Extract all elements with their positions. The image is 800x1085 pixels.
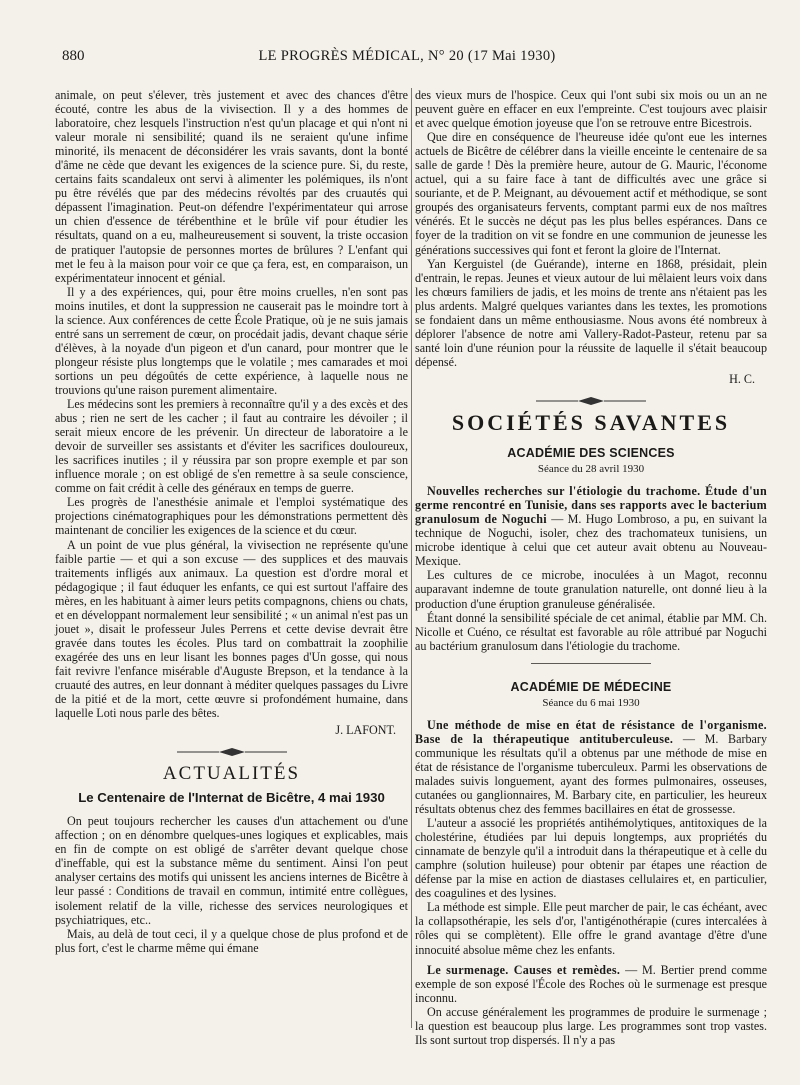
academy-sciences-heading: ACADÉMIE DES SCIENCES <box>507 446 675 461</box>
running-header <box>62 48 752 68</box>
bicetre-paragraph-3: des vieux murs de l'hospice. Ceux qui l'ont subi six mois ou un an ne peuvent guère en effacer en eux l'empreinte. C'est toujours avec plaisir et avec quelque émotion joyeuse que l'on se retrouve entre Bicestrois. <box>415 88 767 131</box>
academy-medecine-heading: ACADÉMIE DE MÉDECINE <box>510 679 672 694</box>
vivisection-paragraph-4: Les progrès de l'anesthésie animale et l'emploi systématique des projections cinématographiques pour les démonstrations permettent dès maintenant de concilier les exigences de la science et du cœur. <box>55 495 408 538</box>
section-title-actualites: ACTUALITÉS <box>162 763 301 785</box>
right-column <box>415 88 767 1047</box>
surmenage-paragraph-2: On accuse généralement les programmes de produire le surmenage ; la question est beaucoup plus large. Les programmes sont trop vastes. Ils sont surtout trop dispersés. Il n'y a pas <box>415 1004 767 1047</box>
vivisection-paragraph-5: A un point de vue plus général, la vivisection ne représente qu'une faible partie — et qui a son excuse — des supplices et des mauvais traitements infligés aux animaux. La question est d'ordre moral et pédagogique ; il faut éduquer les enfants, ce qui est surtout l'affaire des mères, en les habituant à aimer leurs petits compagnons, chiens ou chats, et en développant normalement leur sensibilité ; « un animal n'est pas un jouet », disait le professeur Jules Perrens et cette devise devrait être gravée dans toutes les écoles. Plus tard on combattrait la zoophilie exagérée des uns en leur lisant les bonnes pages d'Un gosse, qui nous fait revivre l'enfance misérable d'Auguste Brepson, et la tendance à la cruauté des autres, en leur donnant à méditer quelques passages du Livre de la pitié et de la mort, cette œuvre si profondément humaine, dans laquelle Loti nous parle des bêtes. <box>55 537 408 721</box>
article-signature: H. C. <box>729 371 755 386</box>
bicetre-paragraph-4: Que dire en conséquence de l'heureuse idée qu'ont eue les internes actuels de Bicêtre de célébrer dans la vieille enceinte le centenaire de sa salle de garde ! Dès la première heure, autour de G. Mauric, l'économe actuel, qui a su faire face à tant de difficultés avec une grâce si souriante, et de P. Meignant, au dévouement actif et méthodique, se sont groupés des organisateurs fervents, comptant parmi eux de nos maîtres vénérés. Et le succès ne déçut pas les plus belles espérances. Dans ce foyer de la tradition on vit se fondre en une communion de jeunesse les générations successives qui font et feront la gloire de l'Internat. <box>415 130 767 257</box>
bicetre-paragraph-5: Yan Kerguistel (de Guérande), interne en 1868, présidait, plein d'entrain, le repas. Jeunes et vieux autour de lui mêlaient leurs voix dans les chœurs familiers de jadis, et les moins de trente ans n'étaient pas les plus ardents. Malgré quelques variantes dans les textes, les promotions se fondaient dans un même enthousiasme. Nous avons été nombreux à déplorer l'absence de notre ami Vallery-Radot-Pasteur, retenu par sa santé loin d'une réunion pour la réussite de laquelle il s'était beaucoup dépensé. <box>415 256 767 369</box>
surmenage-body: — M. Bertier prend comme exemple de son exposé l'École des Roches où le surmenage est presque inconnu. <box>415 962 767 1005</box>
tuberculose-paragraph-2: L'auteur a associé les propriétés antihémolytiques, antitoxiques de la cholestérine, étudiées par lui depuis longtemps, aux propriétés du cinnamate de benzyle qu'il a introduit dans la thérapeutique et à celle du camphre (solution huileuse) pour obtenir par étapes une réaction de défense par la mise en action de diastases cellulaires et, en particulier, des coagulines et des lysines. <box>415 816 767 901</box>
ornament-divider-icon <box>177 747 287 757</box>
page-number: 880 <box>62 48 85 64</box>
author-signature: J. LAFONT. <box>335 723 396 738</box>
vivisection-paragraph-1: animale, on peut s'élever, très justement et avec des chances d'être écouté, contre les abus de la vivisection. Il y a des hommes de laboratoire, chez lesquels l'instruction n'est qu'un placage et qui n'ont ni valeur morale ni sensibilité; quand ils ne seraient qu'une infime minorité, ils menacent de déconsidérer les vrais savants, dont la bonté d'âme ne cède que devant les exigences de la science pure. Si, du reste, certains faits scandaleux ont servi à alimenter les polémiques, ils n'ont pu être révélés que par des médecins révoltés par des cruautés qui dépassent l'imagination. Peut-on défendre l'expérimentateur qui arrose un chien d'essence de térébenthine et le brûle vif pour étudier les résultats, quand on a eu, malheureusement si souvent, la triste occasion de pratiquer l'autopsie de personnes mortes de brûlures ? L'enfant qui met le feu à la maison pour voir ce que ça fera, est, en comparaison, un expérimentateur innocent et génial. <box>55 88 408 285</box>
tuberculose-lead: Une méthode de mise en état de résistance de l'organisme. Base de la thérapeutique antituberculeuse. <box>415 717 767 746</box>
seance-date-1: Séance du 28 avril 1930 <box>537 463 645 476</box>
trachome-paragraph-3: Étant donné la sensibilité spéciale de cet animal, établie par MM. Ch. Nicolle et Cuéno, ce résultat est favorable au rôle attribué par Noguchi au bactérium granulosum dans l'étiologie du trachome. <box>415 610 767 653</box>
article-title: Le Centenaire de l'Internat de Bicêtre, 4 mai 1930 <box>78 790 385 806</box>
bicetre-paragraph-2: Mais, au delà de tout ceci, il y a quelque chose de plus profond et de plus fort, c'est le charme même qui émane <box>55 926 408 955</box>
trachome-lead: Nouvelles recherches sur l'étiologie du trachome. Étude d'un germe rencontré en Tunisie, dans ses rapports avec le bacterium granulosum de Noguchi <box>415 484 767 527</box>
vivisection-paragraph-2: Il y a des expériences, qui, pour être moins cruelles, n'en sont pas moins inutiles, et dont la suppression ne causerait pas le moindre tort à la science. Aux conférences de cette École Pratique, où je ne suis jamais entré sans un serrement de cœur, on procédait jadis, devant chaque série d'élèves, à la noyade d'un pigeon et d'un canard, pour montrer que le plongeur résiste plus longtemps que le volatile ; mes camarades et moi sortions un peu dégoûtés de cette expérience, à laquelle nous ne trouvions qu'une raison purement alimentaire. <box>55 284 408 397</box>
trachome-paragraph-2: Les cultures de ce microbe, inoculées à un Magot, reconnu auparavant indemne de toute granulation naturelle, ont donné lieu à la production d'une éruption granuleuse généralisée. <box>415 568 767 611</box>
divider-rule <box>531 663 651 664</box>
tuberculose-report <box>415 718 767 816</box>
ornament-divider-icon <box>536 396 646 406</box>
section-title-societes-savantes: SOCIÉTÉS SAVANTES <box>451 409 731 435</box>
tuberculose-body: — M. Barbary communique les résultats qu'il a obtenus par une méthode de mise en état de résistance de l'organisme tuberculeux. Parmi les observations de malades suivis longuement, ayant des formes pulmonaires, osseuses, cutanées ou ganglionnaires, M. Barbary cite, en particulier, les heureux résultats obtenus chez des femmes bacillaires en état de grossesse. <box>415 731 767 817</box>
bicetre-paragraph-1: On peut toujours rechercher les causes d'un attachement ou d'une affection ; on en dénombre quelques-unes logiques et explicables, mais en fin de compte on est obligé de s'arrêter devant quelque chose d'ineffable, qui est la substance même du sentiment. Ainsi l'on peut analyser certains des motifs qui unissent les anciens internes de Bicêtre à leur passé : Conditions de travail en commun, intimité entre collègues, isolement relatif de la ville, richesse des services neurologiques et psychiatriques, etc.. <box>55 814 408 927</box>
left-column <box>55 88 408 955</box>
surmenage-lead: Le surmenage. Causes et remèdes. <box>427 962 621 977</box>
trachome-report <box>415 484 767 568</box>
vivisection-paragraph-3: Les médecins sont les premiers à reconnaître qu'il y a des excès et des abus ; rien ne sert de les cacher ; il faut au contraire les dévoiler ; il serait mieux encore de les prévenir. Un directeur de laboratoire a le devoir de surveiller ses assistants et d'éviter les sacrifices douloureux, les sacrifices inutiles ; il y réussira par son propre exemple et par son influence morale ; on est obligé de s'en remettre à sa seule conscience, comme on fait crédit à celle des généraux en temps de guerre. <box>55 397 408 496</box>
tuberculose-paragraph-3: La méthode est simple. Elle peut marcher de pair, le cas échéant, avec la collapsothérapie, les sels d'or, l'antigénothérapie (cures intercalées à rôles qui se complètent). Elle offre le grand avantage d'être d'une innocuité absolue même chez les enfants. <box>415 900 767 957</box>
trachome-body: — M. Hugo Lombroso, a pu, en suivant la technique de Noguchi, isoler, chez des trachomateux tunisiens, un microbe identique à celui que cet auteur avait obtenu au Nouveau-Mexique. <box>415 512 767 569</box>
column-divider <box>411 88 412 1028</box>
seance-date-2: Séance du 6 mai 1930 <box>542 696 640 709</box>
journal-running-title: LE PROGRÈS MÉDICAL, N° 20 (17 Mai 1930) <box>258 48 556 64</box>
surmenage-report <box>415 963 767 1005</box>
